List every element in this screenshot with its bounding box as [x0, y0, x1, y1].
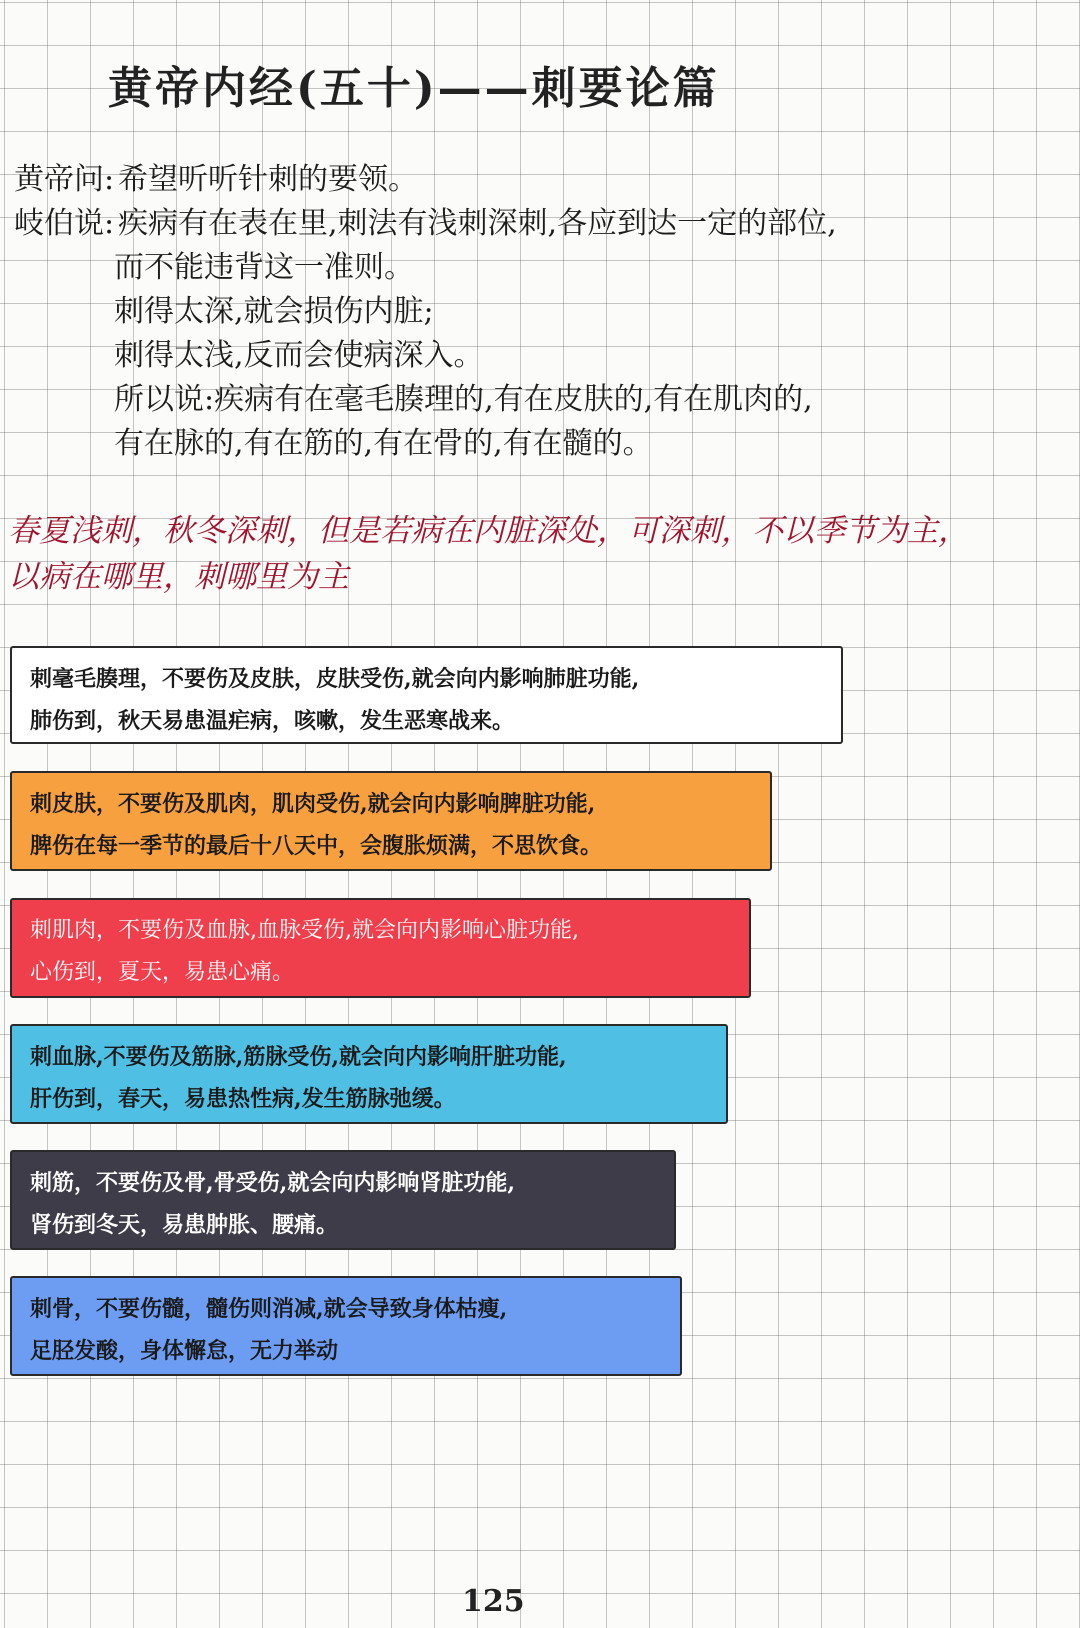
answer-speaker: 岐伯说:	[14, 206, 115, 241]
answer-continuation	[114, 246, 813, 466]
note-line-2: 以病在哪里，刺哪里为主	[8, 559, 349, 595]
box-line-1: 刺肌肉，不要伤及血脉,血脉受伤,就会向内影响心脏功能,	[30, 918, 579, 943]
box-line-2: 肺伤到，秋天易患温疟病，咳嗽，发生恶寒战来。	[30, 708, 515, 734]
answer-line: 刺得太深,就会损伤内脏;	[114, 294, 434, 329]
answer-line: 而不能违背这一准则。	[114, 250, 414, 285]
question-text: 希望听听针刺的要领。	[118, 162, 418, 197]
box-line-1: 刺筋，不要伤及骨,骨受伤,就会向内影响肾脏功能,	[30, 1170, 515, 1196]
acupuncture-box-tendon	[10, 1150, 676, 1250]
box-line-2: 脾伤在每一季节的最后十八天中，会腹胀烦满，不思饮食。	[30, 833, 603, 859]
acupuncture-box-muscle	[10, 898, 751, 998]
box-line-1: 刺骨，不要伤髓，髓伤则消减,就会导致身体枯瘦,	[30, 1296, 508, 1322]
box-line-1: 刺皮肤，不要伤及肌肉，肌肉受伤,就会向内影响脾脏功能,	[30, 791, 596, 817]
box-line-1: 刺血脉,不要伤及筋脉,筋脉受伤,就会向内影响肝脏功能,	[30, 1044, 567, 1070]
handwritten-note	[8, 508, 1068, 600]
dialogue-section	[14, 158, 1054, 461]
acupuncture-box-vessel	[10, 1024, 728, 1124]
box-line-2: 肝伤到，春天，易患热性病,发生筋脉弛缓。	[30, 1086, 456, 1112]
acupuncture-box-skin	[10, 771, 772, 871]
box-line-1: 刺毫毛腠理，不要伤及皮肤，皮肤受伤,就会向内影响肺脏功能,	[30, 666, 640, 692]
answer-first-line	[14, 202, 1054, 246]
acupuncture-box-skin-hair	[10, 646, 843, 744]
box-line-2: 肾伤到冬天，易患肿胀、腰痛。	[30, 1212, 339, 1238]
answer-line: 所以说:疾病有在毫毛腠理的,有在皮肤的,有在肌肉的,	[114, 382, 813, 417]
box-line-2: 足胫发酸，身体懈怠，无力举动	[30, 1338, 339, 1364]
question-line	[14, 158, 1054, 202]
box-line-2: 心伤到，夏天，易患心痛。	[30, 960, 295, 985]
acupuncture-box-bone	[10, 1276, 682, 1376]
answer-line: 刺得太浅,反而会使病深入。	[114, 338, 484, 373]
question-speaker: 黄帝问:	[14, 162, 115, 197]
answer-text-first: 疾病有在表在里,刺法有浅刺深刺,各应到达一定的部位,	[118, 206, 837, 241]
note-line-1: 春夏浅刺，秋冬深刺，但是若病在内脏深处，可深刺，不以季节为主，	[8, 513, 969, 549]
page-number: 125	[462, 1584, 525, 1619]
answer-line: 有在脉的,有在筋的,有在骨的,有在髓的。	[114, 426, 653, 461]
page-title: 黄帝内经(五十)——刺要论篇	[108, 63, 720, 114]
